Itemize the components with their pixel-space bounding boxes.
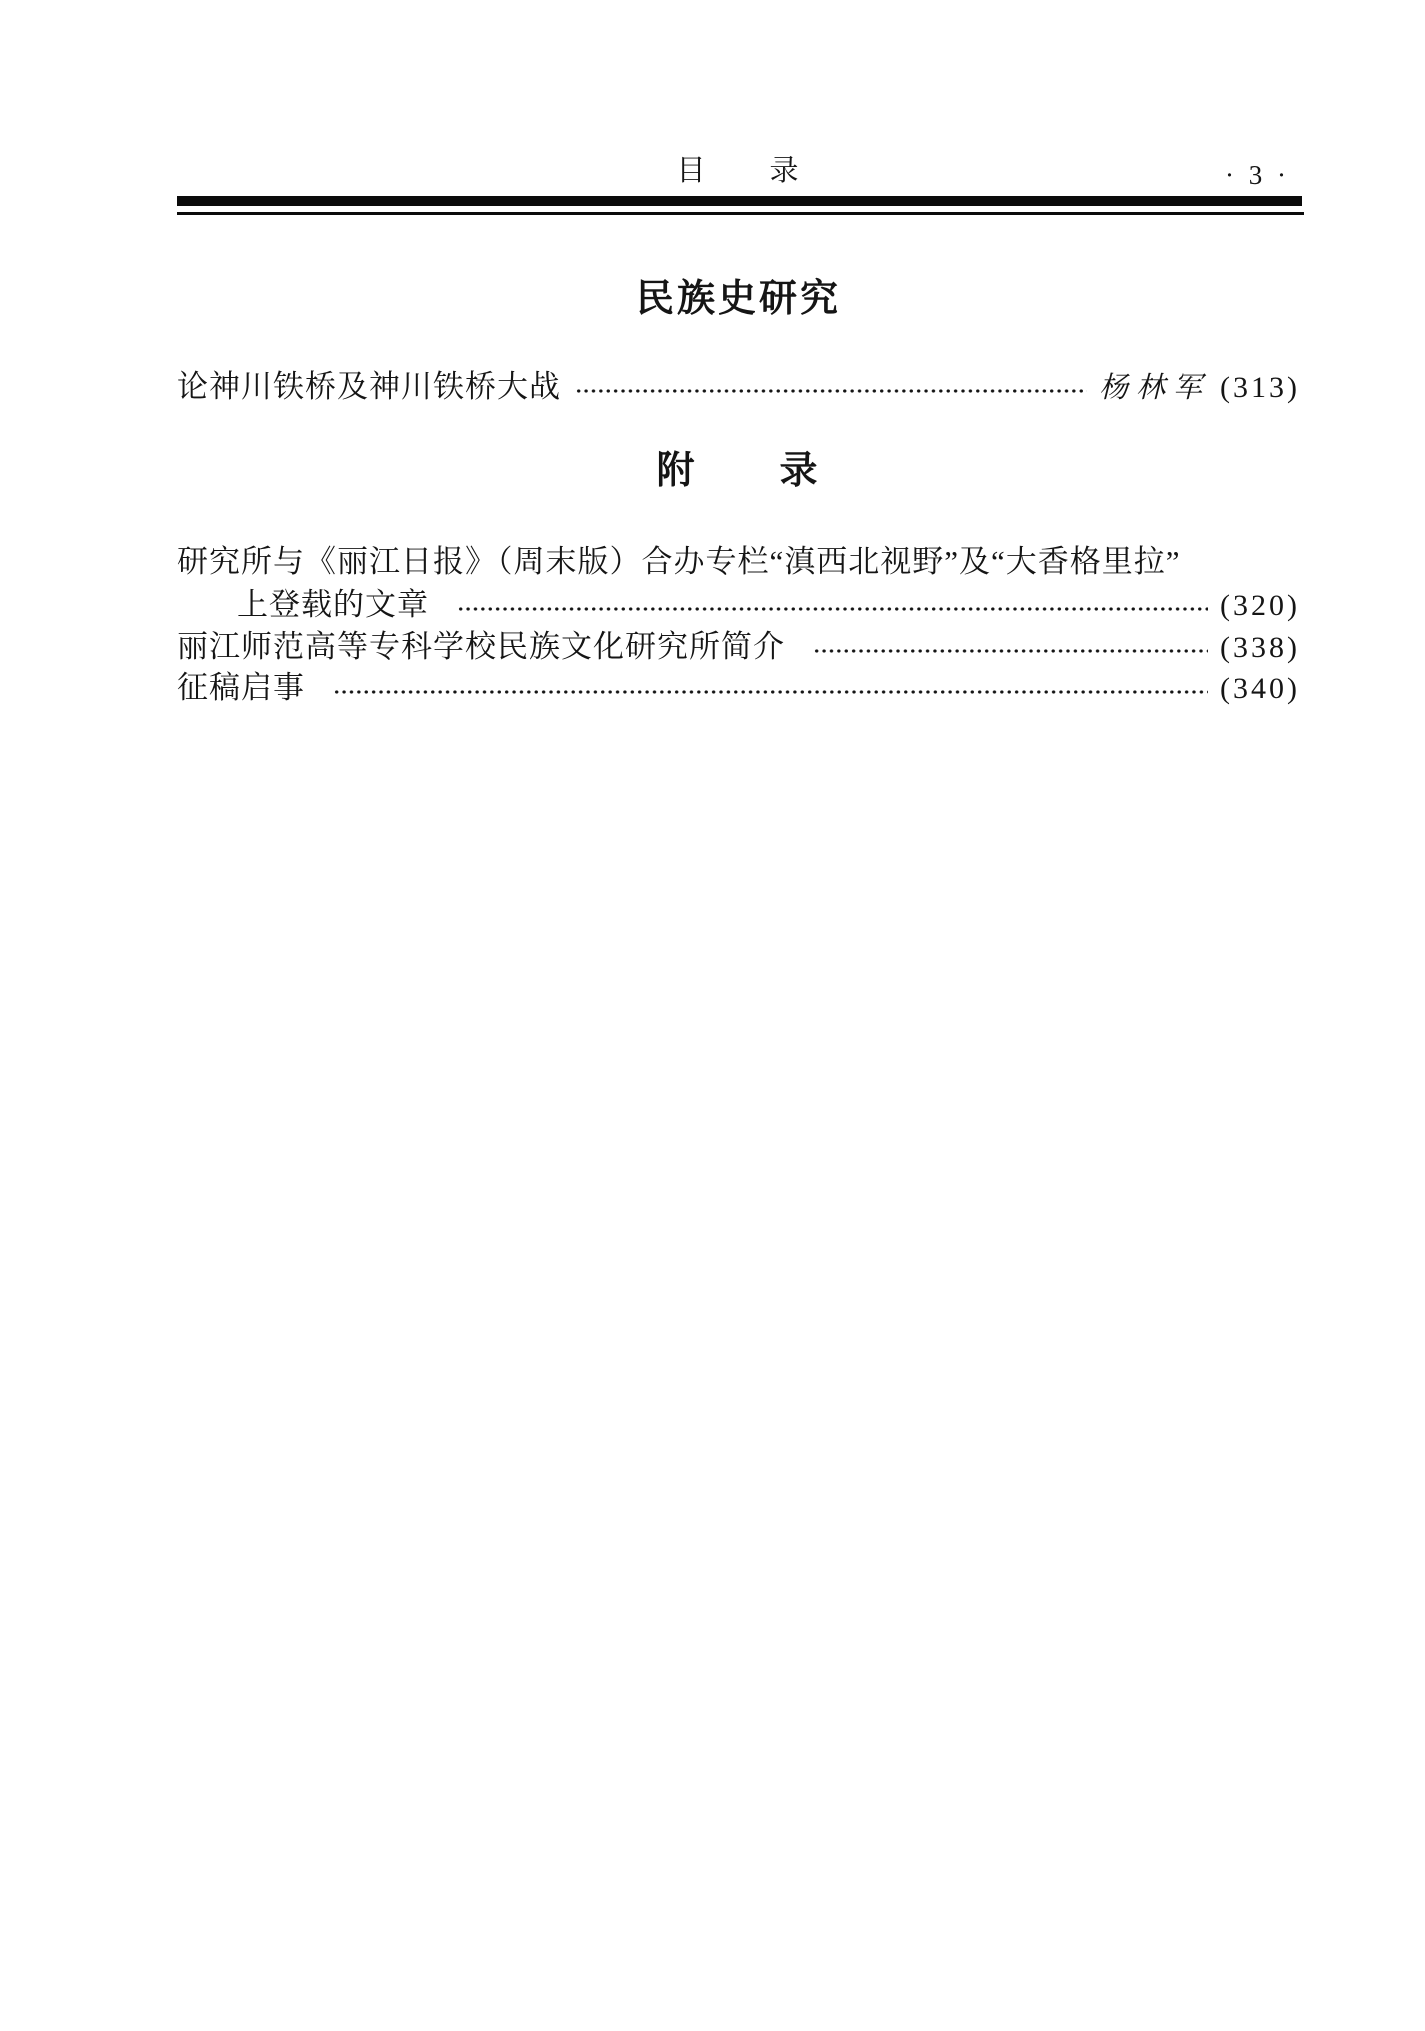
running-head: [177, 152, 1300, 190]
header-rule-thick: [177, 196, 1302, 206]
entry-page-number: (313): [1220, 371, 1300, 404]
toc-entry: [177, 667, 1300, 710]
toc-entry-continuation: [177, 584, 1300, 627]
toc-entry: [177, 626, 1300, 669]
entry-title-line1: 研究所与《丽江日报》（周末版）合办专栏“滇西北视野”及“大香格里拉”: [177, 544, 1181, 579]
toc-entry: [177, 541, 1300, 583]
entry-page-number: (320): [1220, 589, 1300, 622]
dot-leader: [575, 385, 1087, 397]
entry-page-number: (340): [1220, 672, 1300, 705]
dot-leader: [333, 686, 1208, 698]
section-heading-ethnic-history: 民族史研究: [635, 278, 841, 320]
dot-leader: [813, 645, 1208, 657]
toc-entry: [177, 366, 1300, 409]
section-heading-appendix: 附 录: [656, 450, 821, 492]
dot-leader: [457, 603, 1208, 615]
entry-author: 杨林军: [1099, 372, 1211, 404]
entry-title: 丽江师范高等专科学校民族文化研究所简介: [177, 629, 785, 664]
toc-title: 目 录: [676, 155, 801, 187]
entry-title: 征稿启事: [177, 670, 305, 705]
header-rule-thin: [177, 212, 1304, 215]
entry-page-number: (338): [1220, 631, 1300, 664]
page-number: · 3 ·: [1225, 160, 1290, 190]
entry-title-line2: 上登载的文章: [237, 587, 429, 622]
entry-title: 论神川铁桥及神川铁桥大战: [177, 369, 561, 404]
